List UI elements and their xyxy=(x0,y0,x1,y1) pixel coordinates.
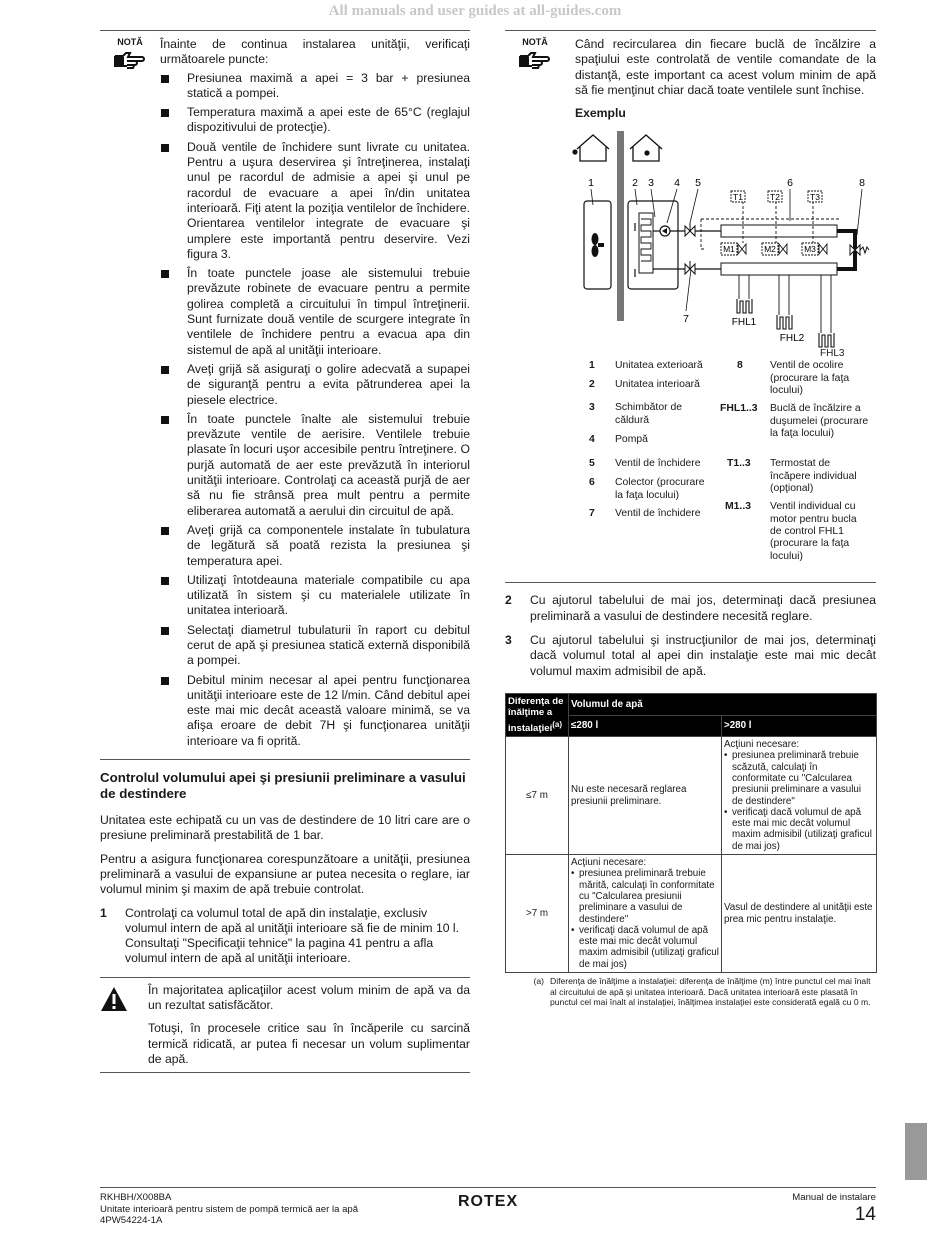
table-footnote: (a) Diferenţa de înălţime a instalaţiei: diferenţa de înălţime (m) între punctul cel mai înalt al circuitului de apă şi unitatea interioară. Dacă unitatea interioară este plasată în punctul cel mai înalt al instalaţiei, înălţimea instalaţiei este considerată egală cu 0 m. xyxy=(533,975,871,1008)
note-label-text: NOTĂ xyxy=(522,37,548,47)
step-number: 3 xyxy=(505,633,512,648)
floor-loop-fhl2 xyxy=(777,315,805,344)
outdoor-dot xyxy=(572,150,577,155)
motor-valve-m2 xyxy=(762,243,787,255)
pointing-hand-icon xyxy=(518,50,552,70)
footer-right xyxy=(792,1192,876,1226)
table-row xyxy=(506,855,877,973)
footer-doc-code: 4PW54224-1A xyxy=(100,1215,163,1226)
indoor-house-icon xyxy=(630,135,662,161)
svg-text:FHL2: FHL2 xyxy=(779,333,805,345)
svg-text:FHL1: FHL1 xyxy=(731,317,757,329)
outdoor-house-icon xyxy=(577,135,609,161)
heat-exchanger-coil xyxy=(641,219,651,261)
brand-logo: ROTEX xyxy=(458,1193,519,1210)
list-item: Temperatura maximă a apei este de 65°C (reglajul dispozitivului de protecţie). xyxy=(160,105,470,136)
table-cell: Vasul de destindere al unităţii este prea mic pentru instalaţie. xyxy=(722,855,877,973)
list-item: Două ventile de închidere sunt livrate cu unitatea. Pentru a uşura deservirea şi întreţinerea, instalaţi unul pe racordul de admisie a apei şi unul pe racordul de evacuare a apei în/din unitatea interioară. Fiţi atent la poziţia ventilelor de închidere. Orientarea ventilelor integrate de evacuare şi umplere este importantă pentru deservire. Vezi figura 3. xyxy=(160,140,470,262)
warning-block xyxy=(100,978,470,1072)
label-7: 7 xyxy=(683,313,689,326)
svg-text:T3: T3 xyxy=(810,192,820,203)
paragraph: Pentru a asigura funcţionarea corespunzătoare a unităţii, presiunea preliminară a vasului de expansiune ar putea necesita o reglare, iar volumul minim şi maxim de apă trebuie controlat. xyxy=(100,851,470,897)
list-item: Aveţi grijă să asiguraţi o golire adecvată a supapei de siguranţă pentru a evita pătrunderea apei la piesele electrice. xyxy=(160,362,470,408)
label-5: 5 xyxy=(695,177,701,190)
shutoff-valve-7 xyxy=(685,261,695,274)
step-number: 1 xyxy=(100,905,107,920)
wall xyxy=(617,131,624,321)
svg-text:T1: T1 xyxy=(733,192,743,203)
table-cell: Nu este necesară reglarea presiunii preliminare. xyxy=(569,737,722,855)
table-row xyxy=(506,737,877,855)
indoor-dot xyxy=(644,151,649,156)
example-title: Exemplu xyxy=(575,106,626,121)
list-item: Aveţi grijă ca componentele instalate în tubulatura de legătură să poată rezista la presiunea şi temperatura apei. xyxy=(160,523,470,569)
svg-text:M3: M3 xyxy=(804,244,816,255)
fhl3-label: FHL3 xyxy=(820,348,845,360)
table-header-gt280: >280 l xyxy=(722,715,877,737)
page-footer xyxy=(100,1187,876,1226)
heating-system-diagram xyxy=(505,127,876,352)
svg-text:M2: M2 xyxy=(764,244,776,255)
collector-supply xyxy=(721,225,837,237)
label-1: 1 xyxy=(588,177,594,190)
collector-return xyxy=(721,263,837,275)
table-cell: Acţiuni necesare: • presiunea preliminară trebuie mărită, calculaţi în conformitate cu "Calcularea presiunii preliminare a vasului de destindere" • verificaţi dacă volumul de apă este mai mic decât volumul maxim admisibil (utilizaţi graficul de mai jos) xyxy=(569,855,722,973)
warning-text: Totuşi, în procesele critice sau în încăperile cu sarcină termică ridicată, ar putea fi necesar un volum suplimentar de apă. xyxy=(148,1021,470,1066)
fan-icon xyxy=(592,233,605,257)
step-text: Cu ajutorul tabelului de mai jos, determinaţi dacă presiunea preliminară a vasului de destindere necesită reglare. xyxy=(530,593,876,623)
left-column xyxy=(100,30,470,1073)
table-cell: Acţiuni necesare: • presiunea preliminară trebuie scăzută, calculaţi în conformitate cu "Calcularea presiunii preliminare a vasului de destindere" • verificaţi dacă volumul de apă este mai mic decât volumul maxim admisibil (utilizaţi graficul de mai jos) xyxy=(722,737,877,855)
floor-loop-fhl1 xyxy=(732,299,757,328)
list-item: Debitul minim necesar al apei pentru funcţionarea unităţii interioare este de 12 l/min. Când debitul apei este mai mic decât această valoare minimă, se va afişa eroare de debit 7H şi funcţionarea unităţii interioare va fi oprită. xyxy=(160,673,470,749)
label-4: 4 xyxy=(674,177,680,190)
table-header-le280: ≤280 l xyxy=(569,715,722,737)
step-number: 2 xyxy=(505,593,512,608)
motor-valve-m3 xyxy=(802,243,827,255)
checklist xyxy=(160,71,470,749)
thermostat-t1 xyxy=(731,191,745,202)
list-item: Selectaţi diametrul tubulaturii în raport cu debitul cerut de apă şi presiunea statică externă disponibilă a pompei. xyxy=(160,623,470,669)
list-item: În toate punctele joase ale sistemului trebuie prevăzute robinete de evacuare pentru a permite golirea completă a circuitului în timpul întreţinerii. Sunt furnizate două ventile de scurgere integrate în ventilele de închidere pentru a evacua apa din sistemul de apă al unităţii interioare. xyxy=(160,266,470,358)
step-3 xyxy=(505,633,876,679)
section-title: Controlul volumului apei şi presiunii preliminare a vasului de destindere xyxy=(100,770,466,802)
note-label xyxy=(100,37,160,753)
outdoor-unit xyxy=(584,201,611,289)
footer-manual: Manual de instalare xyxy=(792,1192,876,1203)
label-6: 6 xyxy=(787,177,793,190)
note-label-text: NOTĂ xyxy=(117,37,143,47)
label-2: 2 xyxy=(632,177,638,190)
label-8: 8 xyxy=(859,177,865,190)
page-tab-marker xyxy=(905,1123,927,1180)
list-item: Presiunea maximă a apei = 3 bar + presiunea statică a pompei. xyxy=(160,71,470,102)
note-label xyxy=(505,37,565,121)
note-block xyxy=(100,31,470,753)
shutoff-valve-5 xyxy=(685,223,695,236)
floor-loop-fhl3 xyxy=(819,333,834,347)
note-text: Când recircularea din fiecare buclă de încălzire a spaţiului este controlată de ventile comandate de la distanţă, este important ca acest volum minim de apă să fie menţinut chiar dacă toate ventilele sunt închise. xyxy=(575,37,876,97)
step-text: Controlaţi ca volumul total de apă din instalaţie, exclusiv volumul intern de apă al unităţii interioare să fie de minim 10 l. Consultaţi "Specificaţii tehnice" la pagina 41 pentru a afla volumul intern de apă al unităţii interioare. xyxy=(125,905,459,966)
motor-valve-m1 xyxy=(721,243,746,255)
note-intro: Înainte de continua instalarea unităţii, verificaţi următoarele puncte: xyxy=(160,37,470,67)
label-3: 3 xyxy=(648,177,654,190)
step-text: Cu ajutorul tabelului şi instrucţiunilor de mai jos, determinaţi dacă volumul total al apei din instalaţie este mai mic decât volumul maxim admisibil de apă. xyxy=(530,633,876,678)
footer-left xyxy=(100,1192,358,1227)
warning-icon xyxy=(100,986,128,1012)
watermark: All manuals and user guides at all-guides.com xyxy=(328,3,622,19)
thermostat-t2 xyxy=(768,191,782,202)
svg-text:M1: M1 xyxy=(723,244,735,255)
footer-model: RKHBH/X008BA xyxy=(100,1192,172,1203)
pointing-hand-icon xyxy=(113,50,147,70)
thermostat-t3 xyxy=(808,191,822,202)
paragraph: Unitatea este echipată cu un vas de destindere de 10 litri care are o presiune preliminară prestabilită de 1 bar. xyxy=(100,813,470,843)
diagram-legend: 1 Unitatea exterioară 2 Unitatea interioară 3 Schimbător de căldură 4 Pompă 5 Ventil de închidere 6 Colector (procurare la faţa locului) 7 Ventil de închidere 8 Ventil de ocolire (procurare la faţa locului) FHL1..3 Buclă de încălzire a duşumelei (procurare la faţa locului) T1..3 Termostat de încăpere individual (opţional) M1..3 Ventil individual cu motor pentru bucla de control FHL1 (procurare la faţa locului) xyxy=(589,360,869,562)
step-2 xyxy=(505,593,876,624)
warning-text: În majoritatea aplicaţiilor acest volum minim de apă va da un rezultat satisfăcător. xyxy=(148,982,470,1013)
table-cell: >7 m xyxy=(506,855,569,973)
step-1 xyxy=(100,906,470,967)
table-header-height: Diferenţa de înălţime a instalaţiei$^{(a)}$ xyxy=(506,693,569,736)
svg-text:T2: T2 xyxy=(770,192,780,203)
table-header-volume: Volumul de apă xyxy=(569,693,877,715)
list-item: Utilizaţi întotdeauna materiale compatibile cu apa utilizată în sistem şi cu materialele utilizate în unitatea interioară. xyxy=(160,573,470,619)
bypass-valve xyxy=(850,245,869,255)
footer-description: Unitate interioară pentru sistem de pompă termică aer la apă xyxy=(100,1203,359,1215)
water-volume-table xyxy=(505,693,877,973)
right-column xyxy=(505,30,876,1008)
page-number: 14 xyxy=(854,1203,876,1225)
note-block xyxy=(505,31,876,121)
list-item: În toate punctele înalte ale sistemului trebuie prevăzute ventile de aerisire. Ventilele trebuie plasate în locuri uşor accesibile pentru întreţinere. O purjă automată de aer este prevăzută în interiorul unităţii interioare. Controlaţi ca această purjă de aer să nu fie strânsă prea mult pentru a permite eliberarea automată a aerului din circuitul de apă. xyxy=(160,412,470,519)
table-cell: ≤7 m xyxy=(506,737,569,855)
